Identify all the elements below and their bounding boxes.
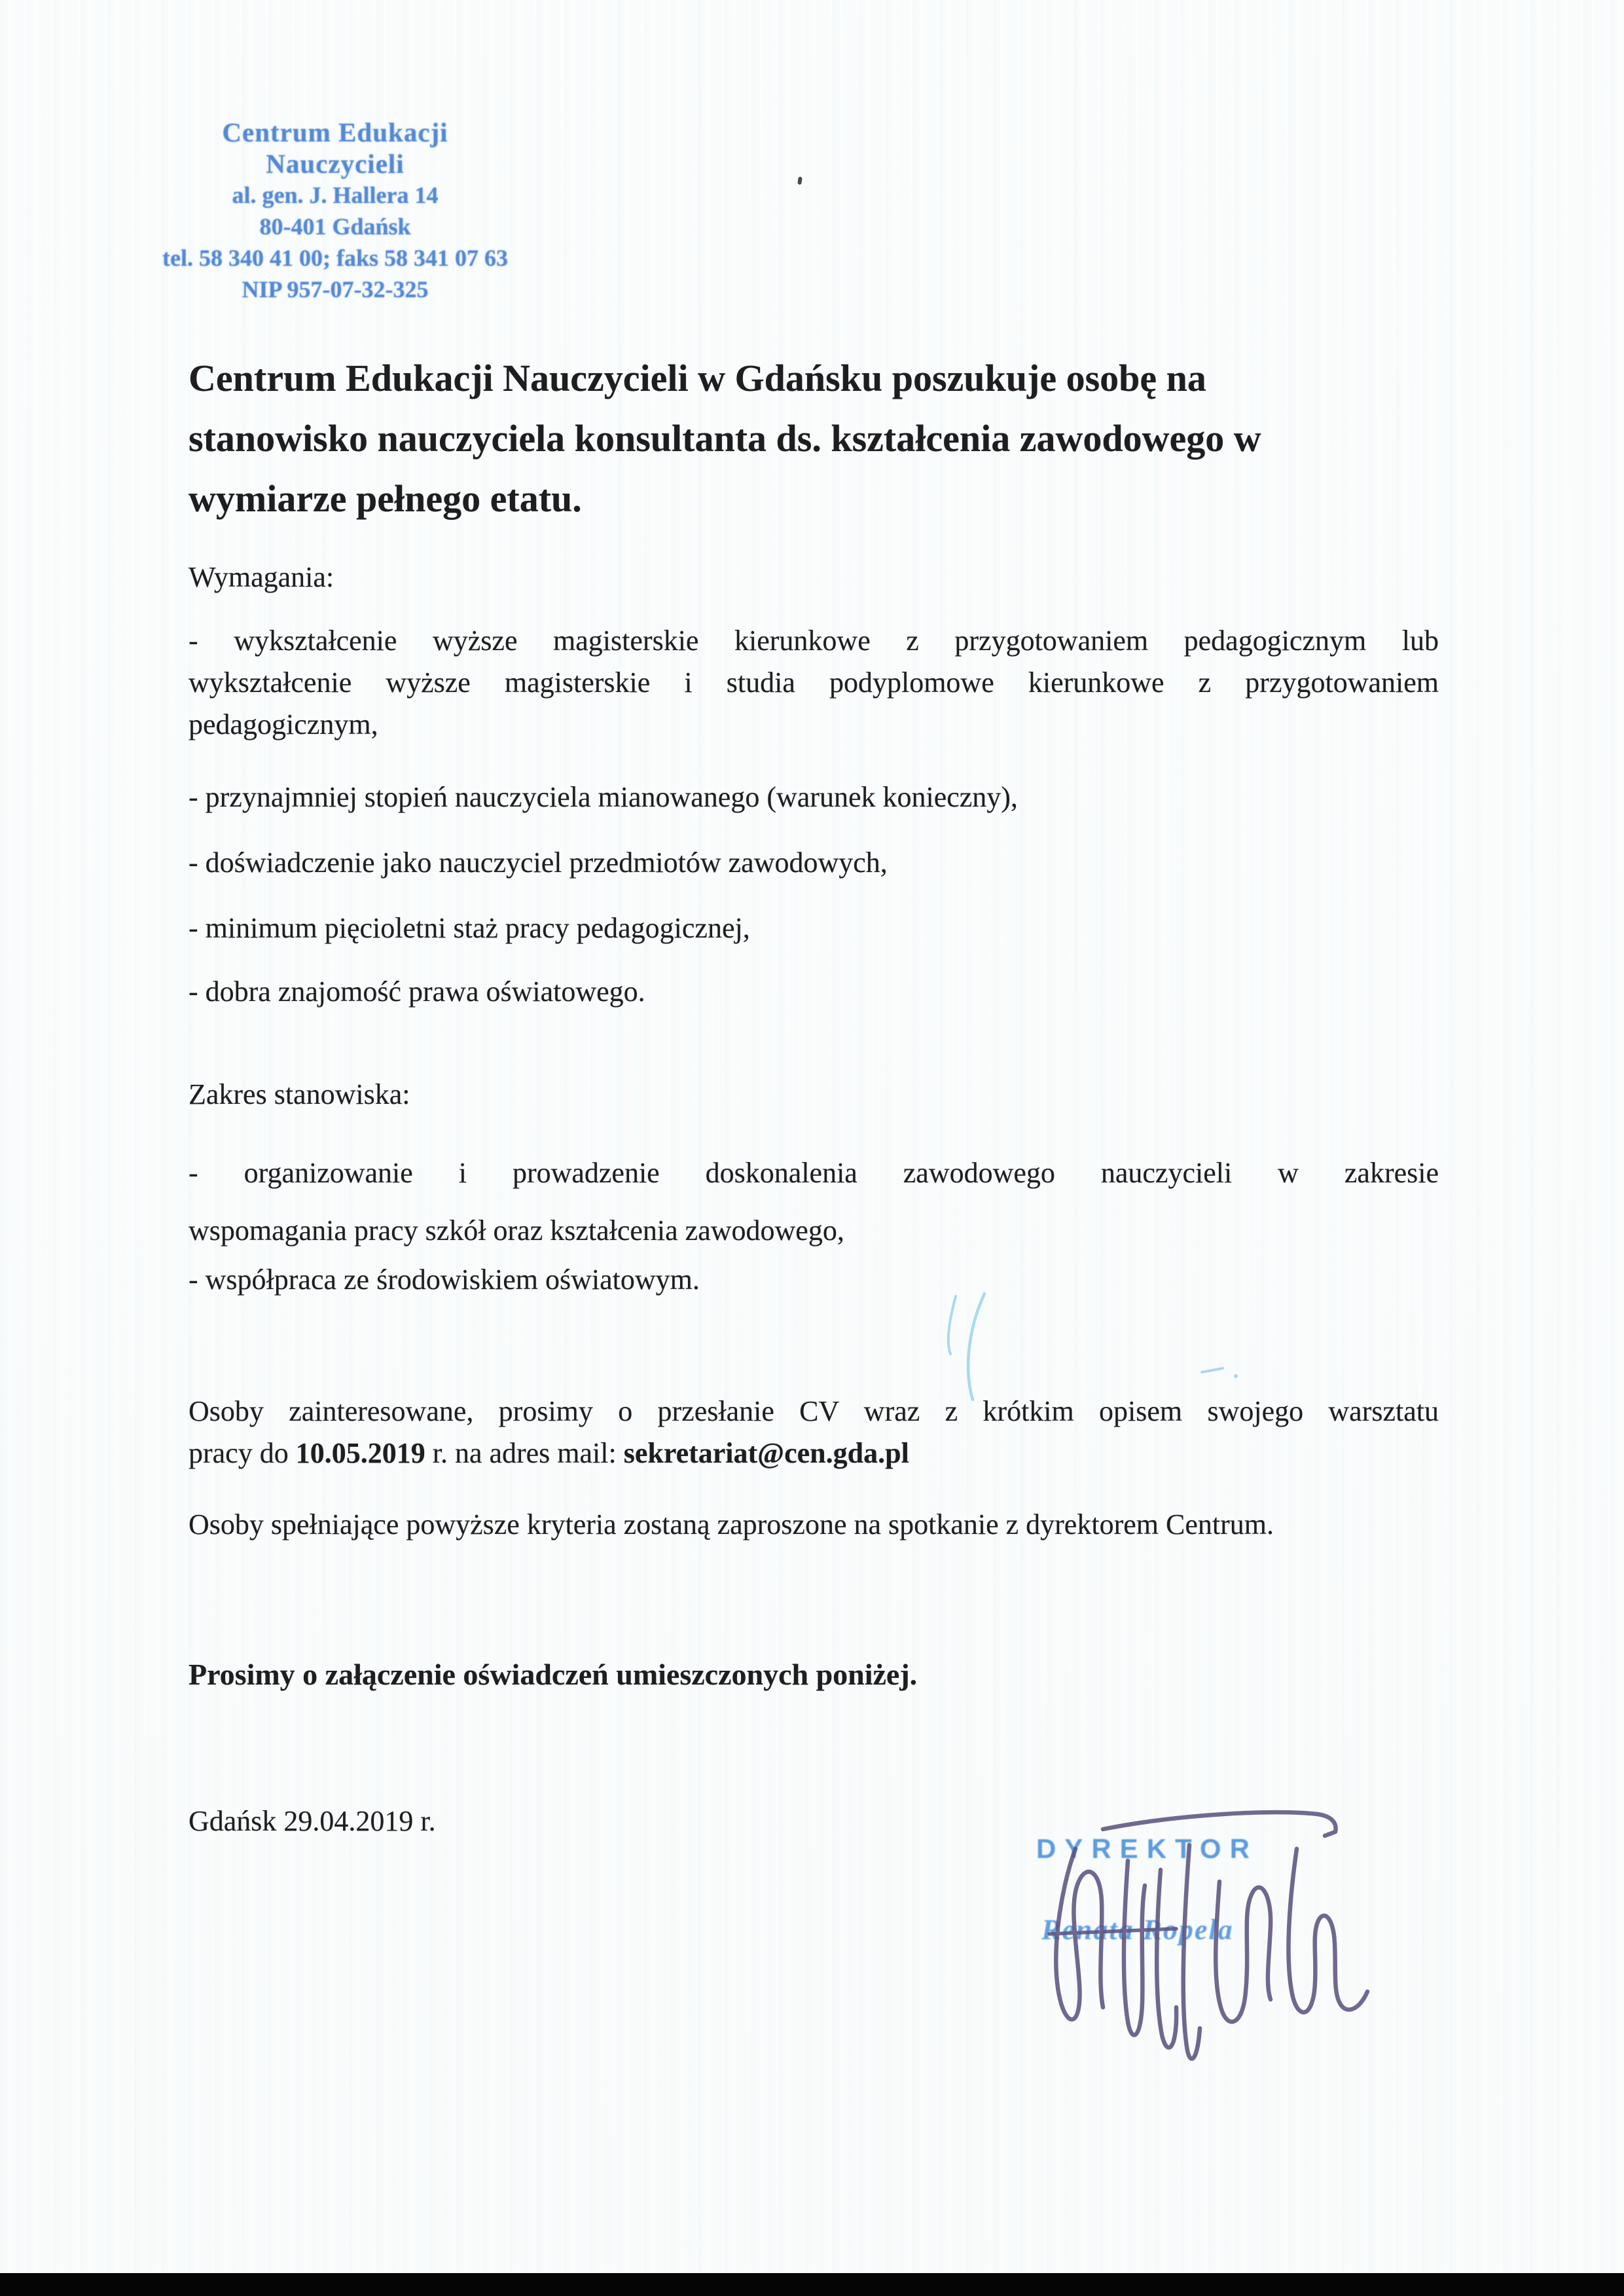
job-posting-title [189, 348, 1439, 529]
scope-line: - organizowanie i prowadzenie doskonalenia zawodowego nauczycieli w zakresie [189, 1157, 1439, 1189]
title-line: stanowisko nauczyciela konsultanta ds. kształcenia zawodowego w [189, 417, 1261, 460]
application-paragraph [189, 1391, 1439, 1474]
letterhead-org-name: Centrum Edukacji Nauczycieli [222, 117, 448, 179]
requirement-item-law: - dobra znajomość prawa oświatowego. [189, 975, 645, 1008]
requirement-item-education [189, 620, 1439, 746]
pen-smudge-marks [936, 1282, 1041, 1406]
requirements-heading: Wymagania: [189, 561, 334, 593]
application-text: pracy do [189, 1437, 296, 1469]
pen-dash-mark [1199, 1363, 1245, 1383]
attachment-note: Prosimy o załączenie oświadczeń umieszczonych poniżej. [189, 1658, 918, 1691]
place-date: Gdańsk 29.04.2019 r. [189, 1805, 436, 1837]
scope-heading: Zakres stanowiska: [189, 1078, 410, 1110]
application-followup: Osoby spełniające powyższe kryteria zostaną zaproszone na spotkanie z dyrektorem Centrum. [189, 1508, 1274, 1540]
requirement-item-tenure: - minimum pięcioletni staż pracy pedagogicznej, [189, 912, 750, 944]
scan-speck [797, 177, 803, 185]
scanner-black-bar [0, 2273, 1624, 2296]
handwritten-signature [1011, 1806, 1378, 2081]
application-deadline: 10.05.2019 [295, 1437, 425, 1469]
requirement-item-degree: - przynajmniej stopień nauczyciela mianowanego (warunek konieczny), [189, 781, 1018, 813]
title-line: Centrum Edukacji Nauczycieli w Gdańsku poszukuje osobę na [189, 357, 1206, 399]
letterhead-phone-fax: tel. 58 340 41 00; faks 58 341 07 63 [162, 245, 508, 271]
scope-item-training [189, 1144, 1439, 1260]
scope-line: wspomagania pracy szkół oraz kształcenia zawodowego, [189, 1214, 844, 1247]
letterhead-address: al. gen. J. Hallera 14 [232, 182, 439, 208]
letterhead-stamp [152, 117, 518, 305]
requirement-line: pedagogicznym, [189, 708, 378, 740]
requirement-item-experience: - doświadczenie jako nauczyciel przedmiotów zawodowych, [189, 847, 888, 879]
application-text: r. na adres mail: [425, 1437, 624, 1469]
director-name-stamp: Renata Ropela [1041, 1914, 1234, 1946]
director-role-stamp: DYREKTOR [1036, 1833, 1258, 1864]
letterhead-nip: NIP 957-07-32-325 [242, 276, 429, 302]
requirement-line: - wykształcenie wyższe magisterskie kierunkowe z przygotowaniem pedagogicznym lub [189, 625, 1439, 657]
letterhead-city: 80-401 Gdańsk [259, 213, 411, 240]
requirement-line: wykształcenie wyższe magisterskie i studia podyplomowe kierunkowe z przygotowaniem [189, 666, 1439, 699]
application-email: sekretariat@cen.gda.pl [623, 1437, 909, 1469]
title-line: wymiarze pełnego etatu. [189, 477, 582, 520]
signature-block [1011, 1806, 1378, 2081]
application-line: Osoby zainteresowane, prosimy o przesłanie CV wraz z krótkim opisem swojego warsztatu [189, 1395, 1439, 1427]
scope-item-cooperation: - współpraca ze środowiskiem oświatowym. [189, 1264, 700, 1296]
application-line [189, 1432, 1439, 1474]
